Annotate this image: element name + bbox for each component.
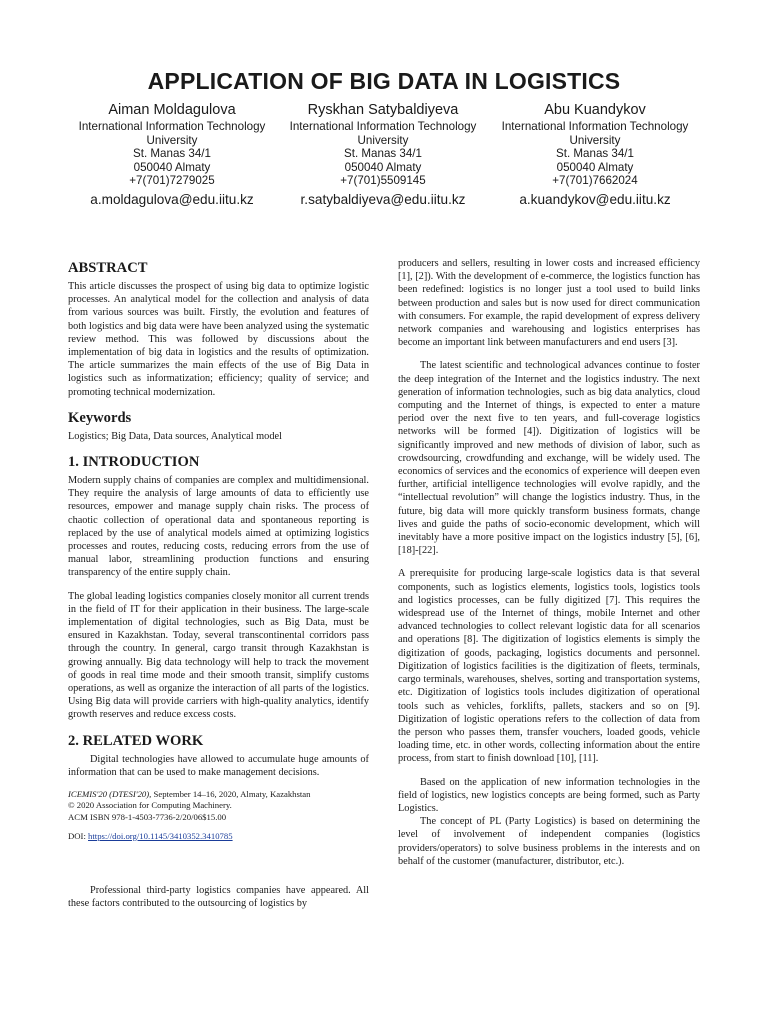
doi-line <box>68 831 369 842</box>
body-paragraph-3: A prerequisite for producing large-scale logistics data is that several components, such as logistics elements, logistics tools, logistics tools and logistics processes, can be fully digitized [7]. This requires the widespread use of the Internet of things, mobile Internet and other advanced technologies to collect relevant logistic data for all scenarios and operations [8]. The digitization of logistics elements is simply the digitization of goods, packaging, logistics documents and personnel. Digitization of logistics facilities is the digitization of fleets, terminals, cargo terminals, warehouses, shelves, sorting and transportation systems, etc. Digitization of logistics tools includes digitization of operational tools such as vehicles, forklifts, pallets, stackers and so on [9]. Digitization of logistic operations refers to the collection of data from the person who passes them, transfer vouchers, loaded goods, vehicle loading time, etc. in other words, collecting information about the entire process, from start to finish download [10], [11]. <box>398 568 700 765</box>
body-paragraph-4: Based on the application of new information technologies in the field of logistics, new logistics concepts are being formed, such as Party Logistics. <box>398 776 700 814</box>
introduction-heading: 1. INTRODUCTION <box>68 454 200 471</box>
conference-details: September 14–16, 2020, Almaty, Kazakhstan <box>151 789 311 800</box>
author-affiliation: International Information Technology <box>78 120 266 133</box>
author-affiliation-cont: University <box>357 133 409 147</box>
keywords-text: Logistics; Big Data, Data sources, Analytical model <box>68 430 282 442</box>
author-name: Aiman Moldagulova <box>108 102 236 118</box>
author-phone: +7(701)5509145 <box>340 174 426 188</box>
doi-label: DOI: <box>68 830 89 841</box>
body-paragraph-2: The latest scientific and technological advances continue to foster the deep integration of the Internet and the logistics industry. The next generation of information technologies, such as big data analytics, cloud computing and the Internet of things, is expected to enter a mature period over the next five to ten years, and full-coverage logistics networks will be formed [4]). Digitization of logistics will be significantly improved and new methods of division of labor, such as crowdsourcing, crowdfunding and exchange, will be widely used. The economics of services and the economics of experience will deepen even further, artificial intelligence technologies will evolve rapidly, and the “intellectual revolution” will change the logistics industry. Thus, in the future, big data will more quickly transform business formats, change lives and guide the paths of socio-economic development, which will inevitably have a more positive impact on the logistics industry [5], [6],[18]-[22]. <box>398 360 700 557</box>
author-city: 050040 Almaty <box>344 160 422 174</box>
author-affiliation-cont: University <box>569 133 621 147</box>
author-city: 050040 Almaty <box>556 160 634 174</box>
author-street: St. Manas 34/1 <box>344 147 422 161</box>
author-name: Abu Kuandykov <box>544 102 646 118</box>
abstract-text: This article discusses the prospect of using big data to optimize logistic processes. An analytical model for the collection and analysis of data from various sources was built. Firstly, the evolution and features of both logistics and big data were have been analyzed using the systematic review method. This was followed by discussions about the implementation of big data in logistics and the results of optimization. The article summarizes the main effects of the use of Big Data in logistics such as informatization; efficiency; quality of service; and promoting technical modernization. <box>68 281 369 398</box>
right-column <box>398 257 700 868</box>
keywords-heading: Keywords <box>68 409 132 426</box>
introduction-paragraph-1: Modern supply chains of companies are complex and multidimensional. They require the analysis of large amounts of data to efficiently use resources, empower and manage supply chain risks. The process of chaotic collection of operational data and spontaneous reporting is replaced by the use of analytical models aimed at optimizing logistics processes and routes, reducing costs, reducing errors from the use of manual labor, streamlining production functions and ensuring transparency of the entire supply chain. <box>68 475 369 579</box>
author-affiliation: International Information Technology <box>289 120 477 133</box>
doi-link[interactable]: https://doi.org/10.1145/3410352.3410785 <box>88 830 233 841</box>
author-email: a.moldagulova@edu.iitu.kz <box>90 191 254 207</box>
introduction-paragraph-2: The global leading logistics companies closely monitor all current trends in the field of IT for their application in their business. The large-scale implementation of digital technologies, such as Big Data, must be ensured in Kazakhstan. Today, several transcontinental corridors pass through the country. In general, cargo transit through Kazakhstan is growing annually. Big data technology will help to track the movement of goods in real time mode and their smooth transit, simplify customs operations, as well as organize the interaction of all parts of the logistics. Using Big data will provide carriers with high-quality analytics, identify growth reserves and reduce excess costs. <box>68 590 369 721</box>
related-work-paragraph-2: Professional third-party logistics companies have appeared. All these factors contributed to the outsourcing of logistics by <box>68 884 369 909</box>
author-street: St. Manas 34/1 <box>133 147 211 161</box>
author-street: St. Manas 34/1 <box>556 147 634 161</box>
paper-title: APPLICATION OF BIG DATA IN LOGISTICS <box>147 68 621 94</box>
author-block-3 <box>482 101 708 208</box>
left-column <box>68 259 369 910</box>
author-affiliation-cont: University <box>146 133 198 147</box>
author-email: a.kuandykov@edu.iitu.kz <box>519 191 671 207</box>
author-phone: +7(701)7662024 <box>552 174 638 188</box>
author-email: r.satybaldiyeva@edu.iitu.kz <box>300 191 466 207</box>
related-work-paragraph-1: Digital technologies have allowed to accumulate huge amounts of information that can be used to make management decisions. <box>68 753 369 778</box>
abstract-heading: ABSTRACT <box>68 260 148 276</box>
body-paragraph-1: producers and sellers, resulting in lower costs and increased efficiency [1], [2]). With the development of e-commerce, the logistics function has been redefined: logistics is no longer just a tool used to build links between production and sales but is now used for direct communication with consumers. For example, the rapid development of express delivery network companies and warehousing and logistics enterprises has become an important link between manufacturers and end users [3]. <box>398 258 700 349</box>
conference-name: ICEMIS'20 (DTESI'20), <box>68 789 152 800</box>
author-phone: +7(701)7279025 <box>129 174 215 188</box>
related-work-heading: 2. RELATED WORK <box>68 732 204 749</box>
author-block-2 <box>270 101 496 208</box>
author-city: 050040 Almaty <box>133 160 211 174</box>
author-block-1 <box>59 101 285 208</box>
body-paragraph-5: The concept of PL (Party Logistics) is based on determining the level of involvement of independent companies (logistics providers/operators) to solve business problems in the interests and on behalf of the customer (manufacturer, distributor, etc.). <box>398 816 700 867</box>
author-affiliation: International Information Technology <box>501 120 689 133</box>
conference-footnote <box>68 789 369 823</box>
copyright-notice: © 2020 Association for Computing Machinery. <box>68 800 232 811</box>
isbn-notice: ACM ISBN 978-1-4503-7736-2/20/06$15.00 <box>68 811 227 822</box>
author-name: Ryskhan Satybaldiyeva <box>307 102 459 118</box>
